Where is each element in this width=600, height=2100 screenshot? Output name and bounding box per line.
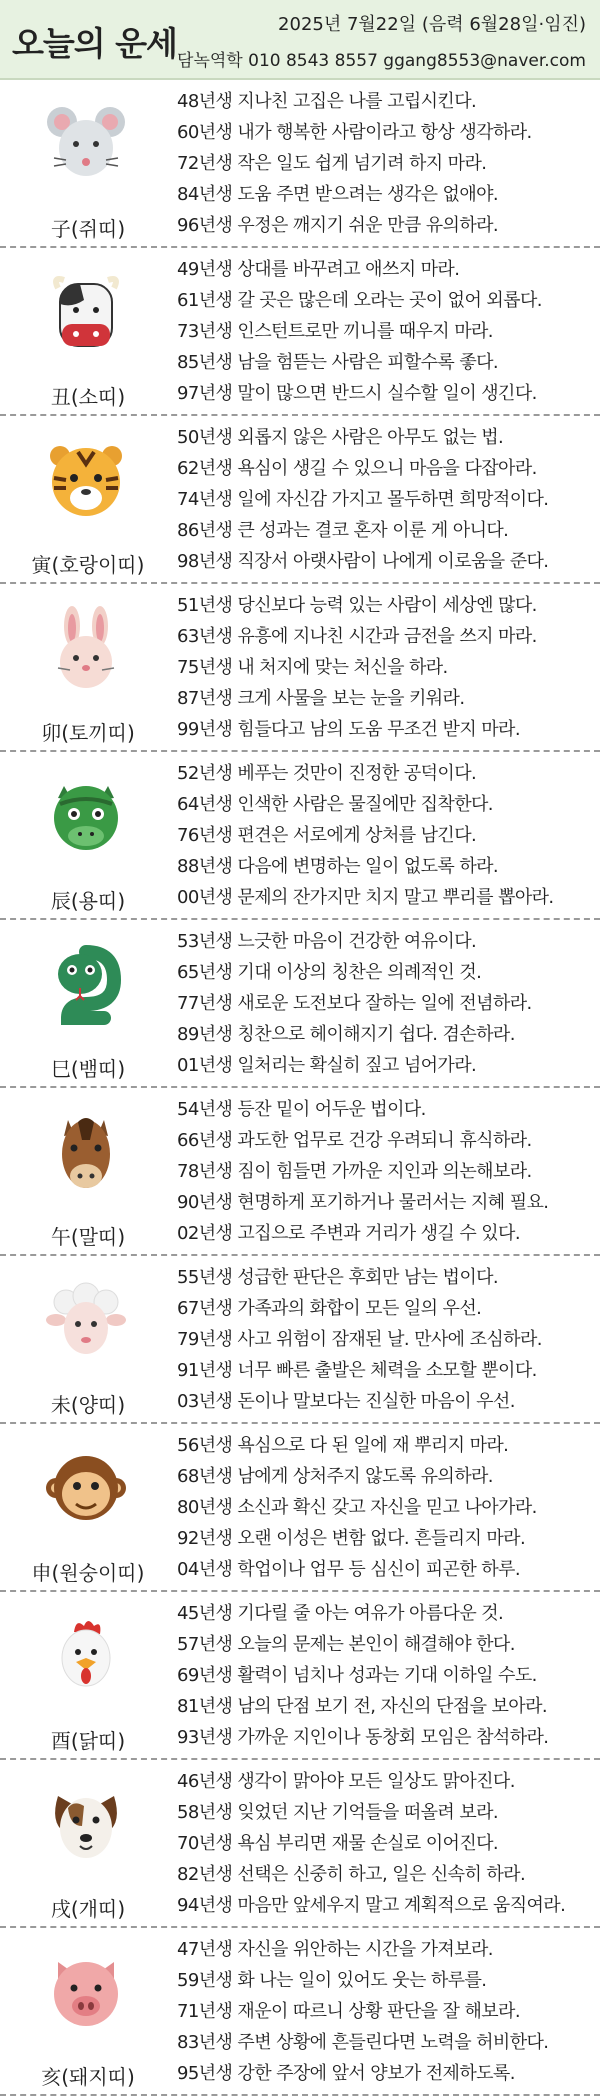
zodiac-label: 丑(소띠): [50, 385, 126, 409]
fortune-line: 54년생 등잔 밑이 어두운 법이다.: [177, 1099, 426, 1120]
fortune-line: 50년생 외롭지 않은 사람은 아무도 없는 법.: [177, 427, 504, 448]
zodiac-animal: [0, 1592, 160, 1760]
zodiac-label: 巳(뱀띠): [50, 1057, 126, 1081]
zodiac-label: 午(말띠): [50, 1225, 126, 1249]
fortune-line: 93년생 가까운 지인이나 동창회 모임은 참석하라.: [177, 1727, 549, 1748]
zodiac-animal: [0, 752, 160, 920]
tiger-icon: [44, 438, 128, 522]
fortune-lines: [177, 422, 596, 577]
fortune-line: 52년생 베푸는 것만이 진정한 공덕이다.: [177, 763, 477, 784]
zodiac-row: [0, 248, 600, 416]
fortune-lines: [177, 1262, 596, 1417]
zodiac-row: [0, 1424, 600, 1592]
fortune-line: 97년생 말이 많으면 반드시 실수할 일이 생긴다.: [177, 383, 537, 404]
fortune-lines: [177, 1430, 596, 1585]
zodiac-list: [0, 80, 600, 2096]
fortune-line: 48년생 지나친 고집은 나를 고립시킨다.: [177, 91, 477, 112]
zodiac-animal: [0, 1256, 160, 1424]
zodiac-label: 辰(용띠): [50, 889, 126, 913]
fortune-lines: [177, 1934, 596, 2089]
fortune-line: 95년생 강한 주장에 앞서 양보가 전제하도록.: [177, 2063, 515, 2084]
page-title: 오늘의 운세: [12, 24, 177, 63]
zodiac-label: 卯(토끼띠): [41, 721, 135, 745]
fortune-lines: [177, 86, 596, 241]
fortune-line: 96년생 우정은 깨지기 쉬운 만큼 유의하라.: [177, 215, 499, 236]
fortune-line: 65년생 기대 이상의 칭찬은 의례적인 것.: [177, 962, 482, 983]
fortune-lines: [177, 254, 596, 409]
zodiac-animal: [0, 1928, 160, 2096]
horse-icon: [44, 1110, 128, 1194]
zodiac-animal: [0, 416, 160, 584]
fortune-line: 73년생 인스턴트로만 끼니를 때우지 마라.: [177, 321, 493, 342]
dog-icon: [44, 1782, 128, 1866]
zodiac-label: 戌(개띠): [50, 1897, 126, 1921]
rabbit-icon: [44, 606, 128, 690]
sheep-icon: [44, 1278, 128, 1362]
fortune-line: 47년생 자신을 위안하는 시간을 가져보라.: [177, 1939, 493, 1960]
zodiac-row: [0, 1088, 600, 1256]
fortune-line: 83년생 주변 상황에 흔들린다면 노력을 허비한다.: [177, 2032, 549, 2053]
zodiac-row: [0, 1928, 600, 2096]
fortune-line: 56년생 욕심으로 다 된 일에 재 뿌리지 마라.: [177, 1435, 509, 1456]
fortune-line: 53년생 느긋한 마음이 건강한 여유이다.: [177, 931, 477, 952]
fortune-line: 68년생 남에게 상처주지 않도록 유의하라.: [177, 1466, 493, 1487]
zodiac-row: [0, 80, 600, 248]
pig-icon: [44, 1950, 128, 2034]
zodiac-animal: [0, 248, 160, 416]
fortune-line: 46년생 생각이 맑아야 모든 일상도 맑아진다.: [177, 1771, 515, 1792]
fortune-line: 74년생 일에 자신감 가지고 몰두하면 희망적이다.: [177, 489, 549, 510]
fortune-line: 71년생 재운이 따르니 상황 판단을 잘 해보라.: [177, 2001, 520, 2022]
fortune-line: 62년생 욕심이 생길 수 있으니 마음을 다잡아라.: [177, 458, 537, 479]
fortune-line: 01년생 일처리는 확실히 짚고 넘어가라.: [177, 1055, 477, 1076]
fortune-line: 94년생 마음만 앞세우지 말고 계획적으로 움직여라.: [177, 1895, 566, 1916]
fortune-lines: [177, 1766, 596, 1921]
fortune-line: 78년생 짐이 힘들면 가까운 지인과 의논해보라.: [177, 1161, 532, 1182]
fortune-line: 64년생 인색한 사람은 물질에만 집착한다.: [177, 794, 493, 815]
fortune-line: 00년생 문제의 잔가지만 치지 말고 뿌리를 뽑아라.: [177, 887, 554, 908]
zodiac-label: 寅(호랑이띠): [31, 553, 145, 577]
fortune-line: 61년생 갈 곳은 많은데 오라는 곳이 없어 외롭다.: [177, 290, 542, 311]
contact-line: 담녹역학 010 8543 8557 ggang8553@naver.com: [177, 51, 586, 71]
zodiac-row: [0, 416, 600, 584]
fortune-line: 80년생 소신과 확신 갖고 자신을 믿고 나아가라.: [177, 1497, 537, 1518]
zodiac-label: 酉(닭띠): [50, 1729, 126, 1753]
zodiac-label: 申(원숭이띠): [31, 1561, 145, 1585]
fortune-line: 99년생 힘들다고 남의 도움 무조건 받지 마라.: [177, 719, 520, 740]
dragon-icon: [44, 774, 128, 858]
fortune-line: 70년생 욕심 부리면 재물 손실로 이어진다.: [177, 1833, 499, 1854]
zodiac-row: [0, 584, 600, 752]
snake-icon: [44, 942, 128, 1026]
fortune-line: 51년생 당신보다 능력 있는 사람이 세상엔 많다.: [177, 595, 537, 616]
zodiac-animal: [0, 1424, 160, 1592]
zodiac-label: 未(양띠): [50, 1393, 126, 1417]
fortune-line: 67년생 가족과의 화합이 모든 일의 우선.: [177, 1298, 482, 1319]
fortune-line: 98년생 직장서 아랫사람이 나에게 이로움을 준다.: [177, 551, 549, 572]
fortune-line: 60년생 내가 행복한 사람이라고 항상 생각하라.: [177, 122, 532, 143]
fortune-line: 63년생 유흥에 지나친 시간과 금전을 쓰지 마라.: [177, 626, 537, 647]
fortune-line: 76년생 편견은 서로에게 상처를 남긴다.: [177, 825, 477, 846]
zodiac-animal: [0, 80, 160, 248]
zodiac-row: [0, 752, 600, 920]
zodiac-row: [0, 920, 600, 1088]
fortune-line: 90년생 현명하게 포기하거나 물러서는 지혜 필요.: [177, 1192, 549, 1213]
fortune-line: 45년생 기다릴 줄 아는 여유가 아름다운 것.: [177, 1603, 504, 1624]
fortune-line: 86년생 큰 성과는 결코 혼자 이룬 게 아니다.: [177, 520, 509, 541]
rooster-icon: [44, 1614, 128, 1698]
fortune-line: 04년생 학업이나 업무 등 심신이 피곤한 하루.: [177, 1559, 520, 1580]
fortune-line: 66년생 과도한 업무로 건강 우려되니 휴식하라.: [177, 1130, 532, 1151]
fortune-line: 72년생 작은 일도 쉽게 넘기려 하지 마라.: [177, 153, 487, 174]
fortune-line: 81년생 남의 단점 보기 전, 자신의 단점을 보아라.: [177, 1696, 547, 1717]
fortune-line: 59년생 화 나는 일이 있어도 웃는 하루를.: [177, 1970, 487, 1991]
fortune-lines: [177, 926, 596, 1081]
fortune-lines: [177, 1598, 596, 1753]
zodiac-animal: [0, 920, 160, 1088]
fortune-line: 84년생 도움 주면 받으려는 생각은 없애야.: [177, 184, 499, 205]
fortune-line: 89년생 칭찬으로 헤이해지기 쉽다. 겸손하라.: [177, 1024, 515, 1045]
zodiac-row: [0, 1760, 600, 1928]
zodiac-row: [0, 1256, 600, 1424]
header: [0, 0, 600, 80]
fortune-lines: [177, 758, 596, 913]
fortune-line: 92년생 오랜 이성은 변함 없다. 흔들리지 마라.: [177, 1528, 526, 1549]
zodiac-animal: [0, 584, 160, 752]
fortune-line: 58년생 잊었던 지난 기억들을 떠올려 보라.: [177, 1802, 499, 1823]
date-line: 2025년 7월22일 (음력 6월28일·임진): [278, 14, 586, 35]
zodiac-label: 亥(돼지띠): [41, 2065, 135, 2089]
zodiac-row: [0, 1592, 600, 1760]
fortune-line: 69년생 활력이 넘치나 성과는 기대 이하일 수도.: [177, 1665, 537, 1686]
fortune-line: 77년생 새로운 도전보다 잘하는 일에 전념하라.: [177, 993, 532, 1014]
fortune-line: 85년생 남을 험뜯는 사람은 피할수록 좋다.: [177, 352, 499, 373]
fortune-line: 57년생 오늘의 문제는 본인이 해결해야 한다.: [177, 1634, 515, 1655]
zodiac-animal: [0, 1088, 160, 1256]
zodiac-animal: [0, 1760, 160, 1928]
fortune-line: 91년생 너무 빠른 출발은 체력을 소모할 뿐이다.: [177, 1360, 537, 1381]
fortune-line: 75년생 내 처지에 맞는 처신을 하라.: [177, 657, 448, 678]
fortune-lines: [177, 590, 596, 745]
fortune-line: 82년생 선택은 신중히 하고, 일은 신속히 하라.: [177, 1864, 526, 1885]
fortune-line: 55년생 성급한 판단은 후회만 남는 법이다.: [177, 1267, 499, 1288]
fortune-line: 87년생 크게 사물을 보는 눈을 키워라.: [177, 688, 465, 709]
fortune-line: 03년생 돈이나 말보다는 진실한 마음이 우선.: [177, 1391, 515, 1412]
rat-icon: [44, 102, 128, 186]
zodiac-label: 子(쥐띠): [50, 217, 126, 241]
fortune-line: 02년생 고집으로 주변과 거리가 생길 수 있다.: [177, 1223, 520, 1244]
fortune-lines: [177, 1094, 596, 1249]
fortune-line: 79년생 사고 위험이 잠재된 날. 만사에 조심하라.: [177, 1329, 542, 1350]
monkey-icon: [44, 1446, 128, 1530]
fortune-line: 88년생 다음에 변명하는 일이 없도록 하라.: [177, 856, 499, 877]
fortune-line: 49년생 상대를 바꾸려고 애쓰지 마라.: [177, 259, 460, 280]
ox-icon: [44, 270, 128, 354]
